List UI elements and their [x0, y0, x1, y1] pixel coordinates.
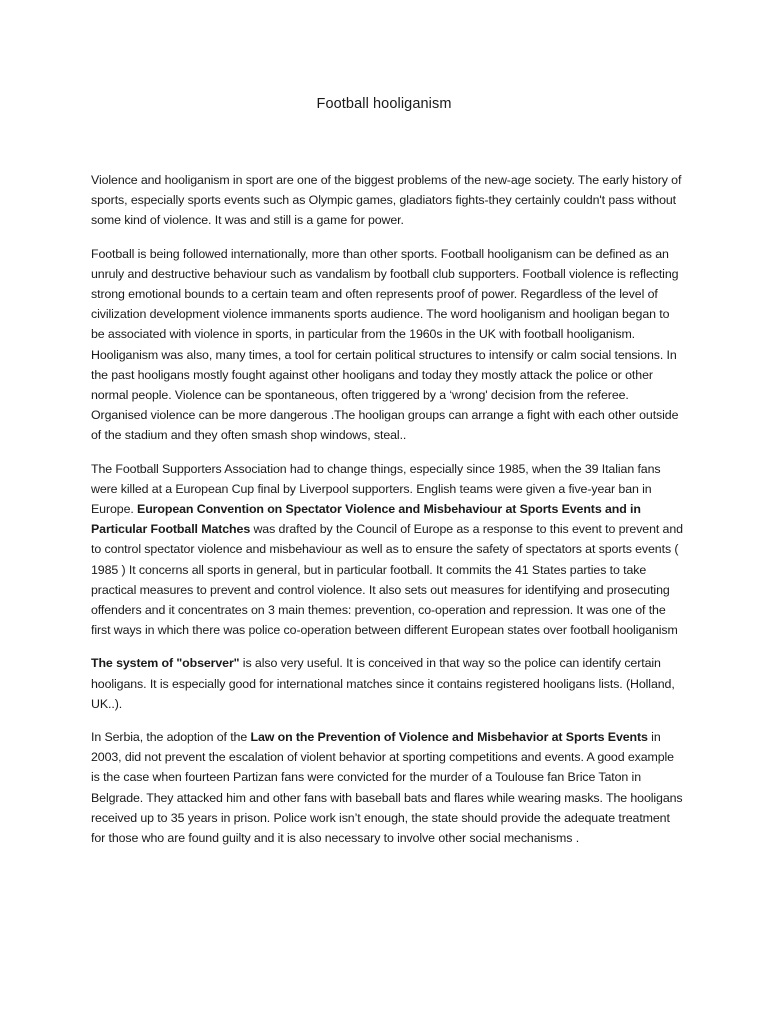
text-run: is also very useful. It is conceived in that way so the police can identify certain hooligans. It is especially good for international matches since it contains registered hooligans lists. (Holland, UK..). [91, 656, 675, 711]
bold-text-run: The system of "observer" [91, 656, 240, 671]
paragraph-serbia-law [91, 727, 686, 848]
paragraph-intro [91, 170, 686, 231]
text-run: Football is being followed internationally, more than other sports. Football hooliganism can be defined as an unruly and destructive behaviour such as vandalism by football club supporters. Football violence is reflecting strong emotional bounds to a certain team and often represents proof of power. Regardless of the level of civilization development violence immanents sports audience. The word hooliganism and hooligan began to be associated with violence in sports, in particular from the 1960s in the UK with football hooliganism. Hooliganism was also, many times, a tool for certain political structures to intensify or calm social tensions. In the past hooligans mostly fought against other hooligans and today they mostly attack the police or other normal people. Violence can be spontaneous, often triggered by a ‘wrong' decision from the referee. Organised violence can be more dangerous .The hooligan groups can arrange a fight with each other outside of the stadium and they often smash shop windows, steal.. [91, 246, 679, 443]
document-body [91, 170, 686, 861]
text-run: Violence and hooliganism in sport are one of the biggest problems of the new-age society. The early history of sports, especially sports events such as Olympic games, gladiators fights-they certainly couldn't pass without some kind of violence. It was and still is a game for power. [91, 173, 682, 228]
bold-text-run: European Convention on Spectator Violence and Misbehaviour at Sports Events and in Particular Football Matches [91, 502, 641, 537]
paragraph-european-convention [91, 459, 686, 641]
text-run: The Football Supporters Association had to change things, especially since 1985, when the 39 Italian fans were killed at a European Cup final by Liverpool supporters. English teams were given a five-year ban in Europe. [91, 461, 661, 517]
text-run: In Serbia, the adoption of the [91, 730, 251, 745]
paragraph-football-hooliganism-definition [91, 244, 686, 446]
text-run: in 2003, did not prevent the escalation of violent behavior at sporting competitions and events. A good example is the case when fourteen Partizan fans were convicted for the murder of a Toulouse fan Brice Taton in Belgrade. They attacked him and other fans with baseball bats and flares while wearing masks. The hooligans received up to 35 years in prison. Police work isn’t enough, the state should provide the adequate treatment for those who are found guilty and it is also necessary to involve other social mechanisms . [91, 730, 683, 846]
document-title: Football hooliganism [316, 96, 452, 112]
text-run: was drafted by the Council of Europe as a response to this event to prevent and to control spectator violence and misbehaviour as well as to ensure the safety of spectators at sports events ( 1985 ) It concerns all sports in general, but in particular football. It commits the 41 States parties to take practical measures to prevent and control violence. It also sets out measures for identifying and prosecuting offenders and it concentrates on 3 main themes: prevention, co-operation and repression. It was one of the first ways in which there was police co-operation between different European states over football hooliganism [91, 522, 683, 638]
bold-text-run: Law on the Prevention of Violence and Misbehavior at Sports Events [250, 730, 648, 745]
paragraph-observer-system [91, 653, 686, 714]
